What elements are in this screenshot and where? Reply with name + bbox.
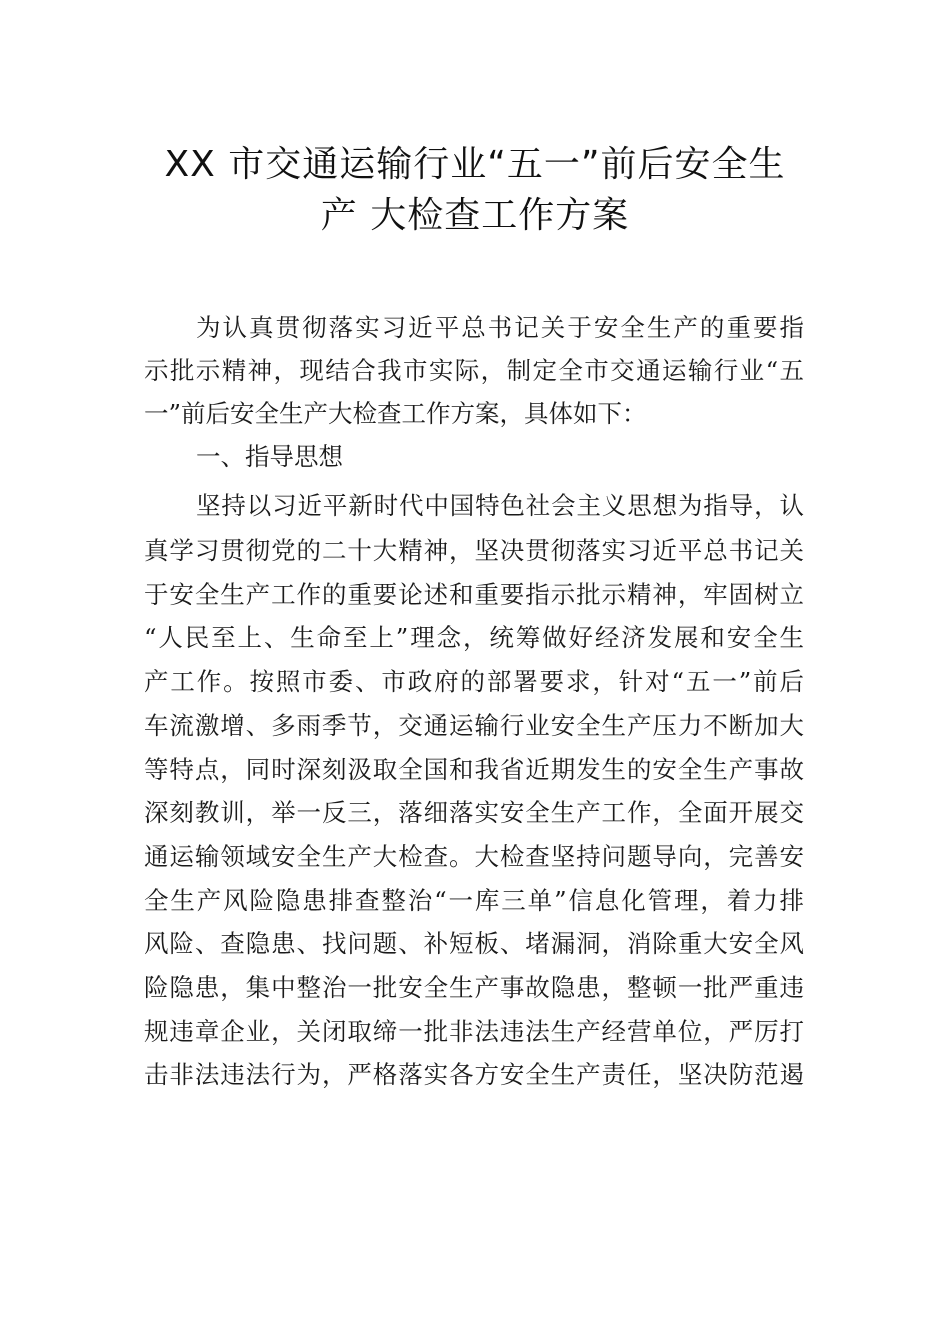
section-paragraph-line: 规违章企业，关闭取缔一批非法违法生产经营单位，严厉打 [144,1017,804,1046]
section-paragraph-line: 车流激增、多雨季节，交通运输行业安全生产压力不断加大 [144,711,804,740]
section-paragraph-line: “人民至上、生命至上”理念，统筹做好经济发展和安全生 [144,623,804,652]
section-paragraph-line: 通运输领域安全生产大检查。大检查坚持问题导向，完善安 [144,842,804,871]
section-paragraph-line: 于安全生产工作的重要论述和重要指示批示精神，牢固树立 [144,580,804,609]
section-paragraph-line: 坚持以习近平新时代中国特色社会主义思想为指导，认 [196,491,804,520]
intro-paragraph-line: 一”前后安全生产大检查工作方案，具体如下： [144,399,647,428]
document-title-line-1: XX 市交通运输行业“五一”前后安全生 [164,144,786,185]
section-paragraph-line: 风险、查隐患、找问题、补短板、堵漏洞，消除重大安全风 [144,929,804,958]
document-title-line-2: 产 大检查工作方案 [320,195,630,236]
section-paragraph-line: 等特点，同时深刻汲取全国和我省近期发生的安全生产事故 [144,755,804,784]
section-paragraph-line: 产工作。按照市委、市政府的部署要求，针对“五一”前后 [144,667,804,696]
section-paragraph-line: 击非法违法行为，严格落实各方安全生产责任，坚决防范遏 [144,1060,804,1089]
section-paragraph-line: 深刻教训，举一反三，落细落实安全生产工作，全面开展交 [144,798,804,827]
section-heading: 一、指导思想 [196,442,343,471]
section-paragraph-line: 真学习贯彻党的二十大精神，坚决贯彻落实习近平总书记关 [144,536,804,565]
section-paragraph-line: 全生产风险隐患排查整治“一库三单”信息化管理，着力排 [144,886,804,915]
intro-paragraph-line: 示批示精神，现结合我市实际，制定全市交通运输行业“五 [144,356,804,385]
section-paragraph-line: 险隐患，集中整治一批安全生产事故隐患，整顿一批严重违 [144,973,804,1002]
intro-paragraph-line: 为认真贯彻落实习近平总书记关于安全生产的重要指 [196,313,804,342]
